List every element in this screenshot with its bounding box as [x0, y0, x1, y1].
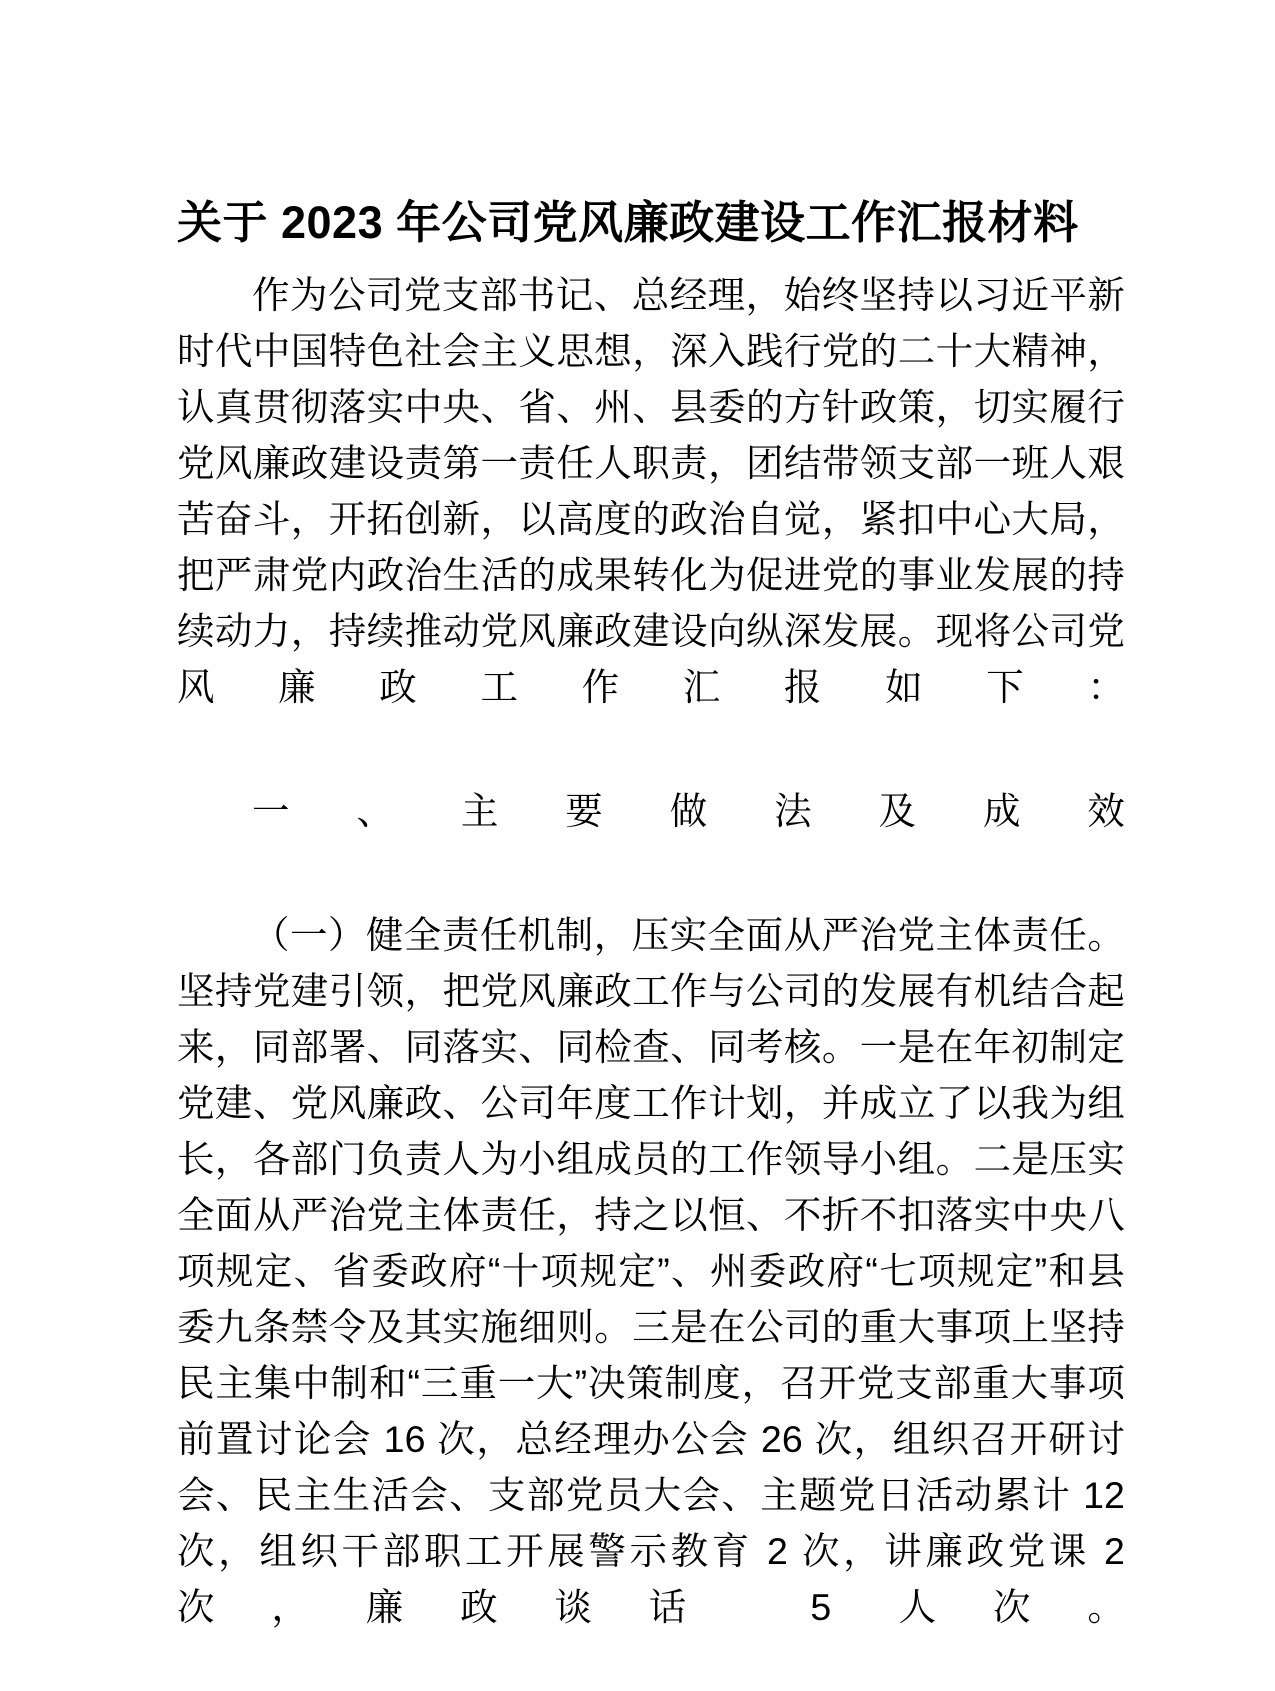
page-title: 关于 2023 年公司党风廉政建设工作汇报材料: [177, 197, 1079, 248]
document-body: [177, 267, 1125, 1691]
paragraph-section-1-1: （一）健全责任机制，压实全面从严治党主体责任。坚持党建引领，把党风廉政工作与公司的发展有机结合起来，同部署、同落实、同检查、同考核。一是在年初制定党建、党风廉政、公司年度工作计划，并成立了以我为组长，各部门负责人为小组成员的工作领导小组。二是压实全面从严治党主体责任，持之以恒、不折不扣落实中央八项规定、省委政府“十项规定”、州委政府“七项规定”和县委九条禁令及其实施细则。三是在公司的重大事项上坚持民主集中制和“三重一大”决策制度，召开党支部重大事项前置讨论会 16 次，总经理办公会 26 次，组织召开研讨会、民主生活会、支部党员大会、主题党日活动累计 12 次，组织干部职工开展警示教育 2 次，讲廉政党课 2 次，廉政谈话 5 人次。: [177, 914, 1125, 1629]
section-heading-1: 一、主要做法及成效: [252, 790, 1125, 833]
paragraph-intro: 作为公司党支部书记、总经理，始终坚持以习近平新时代中国特色社会主义思想，深入践行党的二十大精神，认真贯彻落实中央、省、州、县委的方针政策，切实履行党风廉政建设责第一责任人职责，团结带领支部一班人艰苦奋斗，开拓创新，以高度的政治自觉，紧扣中心大局，把严肃党内政治生活的成果转化为促进党的事业发展的持续动力，持续推动党风廉政建设向纵深发展。现将公司党风廉政工作汇报如下：: [177, 274, 1125, 709]
